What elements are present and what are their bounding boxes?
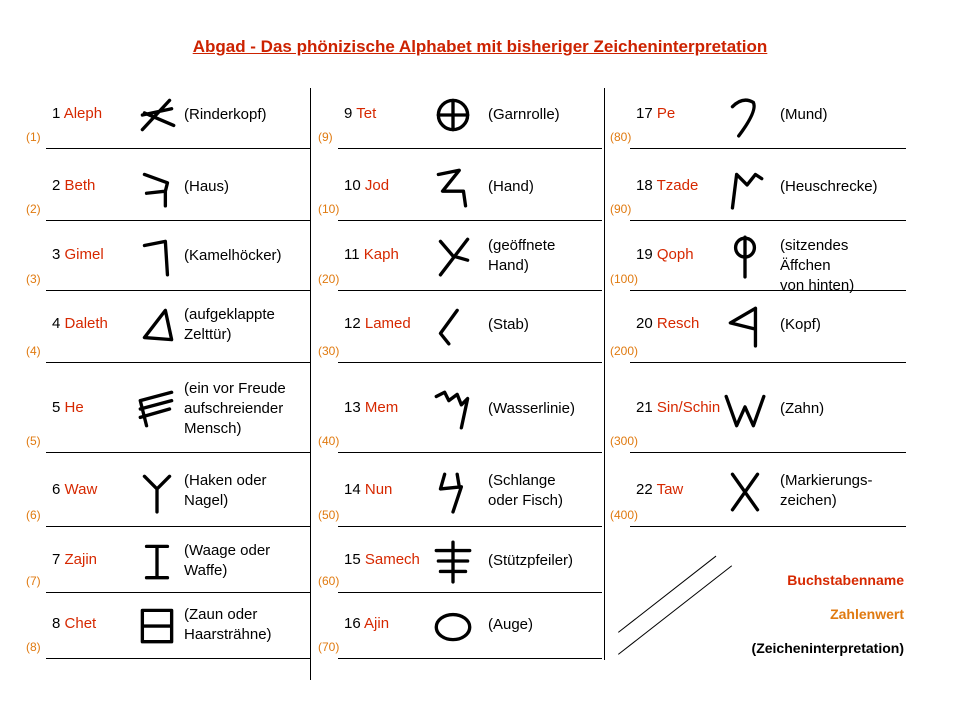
zajin-icon <box>134 538 180 584</box>
numeric-value: (40) <box>318 434 340 448</box>
letter-cell-samech <box>312 530 602 592</box>
letter-label <box>344 551 420 568</box>
numeric-value: (80) <box>610 130 632 144</box>
letter-name: Tzade <box>656 177 699 194</box>
letter-name: Lamed <box>364 315 411 332</box>
letter-name: Daleth <box>64 315 108 332</box>
kaph-icon <box>430 233 476 279</box>
numeric-value: (70) <box>318 640 340 654</box>
numeric-value: (20) <box>318 272 340 286</box>
beth-icon <box>134 164 180 210</box>
letter-name: Sin/Schin <box>656 399 721 416</box>
letter-label <box>344 315 411 332</box>
letter-cell-daleth <box>20 288 310 362</box>
letter-name: He <box>64 399 84 416</box>
letter-label <box>52 481 97 498</box>
letter-label <box>344 246 399 263</box>
letter-cell-aleph <box>20 82 310 148</box>
page-title: Abgad - Das phönizische Alphabet mit bisheriger Zeicheninterpretation <box>192 37 768 56</box>
letter-name: Samech <box>364 551 420 568</box>
legend-value: Zahlenwert <box>830 606 904 622</box>
letter-label <box>52 246 104 263</box>
letter-label <box>344 615 389 632</box>
letter-name: Chet <box>64 615 97 632</box>
letter-cell-lamed <box>312 288 602 362</box>
letter-name: Zajin <box>64 551 98 568</box>
letter-label <box>52 551 97 568</box>
letter-label <box>344 105 376 122</box>
numeric-value: (8) <box>26 640 41 654</box>
letter-name: Aleph <box>63 105 103 122</box>
letter-cell-gimel <box>20 222 310 290</box>
column-divider <box>310 88 311 590</box>
letter-interpretation: (Heuschrecke) <box>780 178 878 195</box>
letter-label <box>52 177 95 194</box>
letter-interpretation: (Mund) <box>780 106 828 123</box>
row-divider <box>630 526 906 527</box>
letter-number: 12 <box>344 315 365 332</box>
letter-interpretation: (aufgeklappte Zelttür) <box>184 306 275 343</box>
numeric-value: (2) <box>26 202 41 216</box>
numeric-value: (1) <box>26 130 41 144</box>
letter-label <box>636 177 698 194</box>
numeric-value: (4) <box>26 344 41 358</box>
letter-label <box>636 481 683 498</box>
row-divider <box>338 658 602 659</box>
letter-interpretation: (Garnrolle) <box>488 106 560 123</box>
letter-name: Gimel <box>64 246 104 263</box>
letter-interpretation: (sitzendes Äffchen von hinten) <box>780 237 855 294</box>
letter-label <box>636 246 694 263</box>
nun-icon <box>430 468 476 514</box>
letter-cell-ajin <box>312 592 602 658</box>
letter-number: 3 <box>52 246 65 263</box>
row-divider <box>46 658 310 659</box>
letter-name: Qoph <box>656 246 694 263</box>
letter-label <box>636 105 675 122</box>
letter-label <box>344 399 398 416</box>
letter-number: 14 <box>344 481 365 498</box>
tzade-icon <box>722 164 768 210</box>
letter-name: Mem <box>364 399 399 416</box>
letter-interpretation: (Waage oder Waffe) <box>184 542 271 579</box>
row-divider <box>338 148 602 149</box>
row-divider <box>630 148 906 149</box>
numeric-value: (5) <box>26 434 41 448</box>
row-divider <box>630 220 906 221</box>
letter-label <box>52 399 84 416</box>
legend-divider-line <box>618 565 732 654</box>
letter-cell-beth <box>20 154 310 220</box>
letter-number: 16 <box>344 615 365 632</box>
numeric-value: (9) <box>318 130 333 144</box>
taw-icon <box>722 468 768 514</box>
row-divider <box>46 148 310 149</box>
letter-number: 7 <box>52 551 65 568</box>
letter-name: Kaph <box>363 246 399 263</box>
letter-label <box>52 105 102 122</box>
letter-interpretation: (Haus) <box>184 178 230 195</box>
letter-interpretation: (geöffnete Hand) <box>488 237 556 274</box>
waw-icon <box>134 468 180 514</box>
letter-interpretation: (Auge) <box>488 616 534 633</box>
row-divider <box>630 452 906 453</box>
letter-label <box>52 315 108 332</box>
numeric-value: (300) <box>610 434 639 448</box>
letter-cell-mem <box>312 366 602 452</box>
numeric-value: (7) <box>26 574 41 588</box>
letter-interpretation: (Zahn) <box>780 400 825 417</box>
letter-interpretation: (ein vor Freude aufschreiender Mensch) <box>184 380 286 437</box>
letter-label <box>344 177 389 194</box>
letter-cell-qoph <box>604 222 894 294</box>
letter-cell-pe <box>604 82 894 148</box>
chet-icon <box>134 602 180 648</box>
schin-icon <box>722 386 768 432</box>
numeric-value: (30) <box>318 344 340 358</box>
row-divider <box>338 452 602 453</box>
numeric-value: (50) <box>318 508 340 522</box>
letter-interpretation: (Haken oder Nagel) <box>184 472 267 509</box>
letter-number: 11 <box>344 246 364 263</box>
letter-label <box>636 315 699 332</box>
letter-cell-tzade <box>604 154 894 220</box>
row-divider <box>338 220 602 221</box>
letter-interpretation: (Schlange oder Fisch) <box>488 472 564 509</box>
numeric-value: (400) <box>610 508 639 522</box>
legend-name: Buchstabenname <box>787 572 904 588</box>
numeric-value: (60) <box>318 574 340 588</box>
row-divider <box>46 362 310 363</box>
row-divider <box>630 362 906 363</box>
numeric-value: (6) <box>26 508 41 522</box>
letter-name: Pe <box>656 105 676 122</box>
row-divider <box>46 452 310 453</box>
letter-number: 13 <box>344 399 365 416</box>
letter-name: Tet <box>356 105 377 122</box>
letter-interpretation: (Kamelhöcker) <box>184 247 282 264</box>
letter-label <box>52 615 96 632</box>
letter-label <box>344 481 392 498</box>
row-divider <box>338 362 602 363</box>
letter-number: 18 <box>636 177 657 194</box>
letter-name: Taw <box>656 481 684 498</box>
row-divider <box>46 220 310 221</box>
resch-icon <box>722 302 768 348</box>
letter-cell-nun <box>312 456 602 526</box>
letter-number: 1 <box>52 105 64 122</box>
numeric-value: (100) <box>610 272 639 286</box>
row-divider <box>338 526 602 527</box>
numeric-value: (10) <box>318 202 340 216</box>
letter-cell-he <box>20 366 310 452</box>
samech-icon <box>430 538 476 584</box>
letter-name: Resch <box>656 315 700 332</box>
letter-interpretation: (Wasserlinie) <box>488 400 575 417</box>
row-divider <box>46 526 310 527</box>
legend-divider-line <box>618 556 716 633</box>
letter-number: 8 <box>52 615 65 632</box>
numeric-value: (3) <box>26 272 41 286</box>
jod-icon <box>430 164 476 210</box>
letter-number: 17 <box>636 105 657 122</box>
letter-label <box>636 399 720 416</box>
lamed-icon <box>430 302 476 348</box>
letter-cell-sin-schin <box>604 366 894 452</box>
letter-number: 9 <box>344 105 357 122</box>
letter-name: Ajin <box>364 615 390 632</box>
letter-cell-jod <box>312 154 602 220</box>
tet-icon <box>430 92 476 138</box>
letter-interpretation: (Kopf) <box>780 316 821 333</box>
letter-number: 2 <box>52 177 65 194</box>
letter-number: 21 <box>636 399 657 416</box>
letter-name: Nun <box>364 481 393 498</box>
letter-number: 22 <box>636 481 657 498</box>
letter-interpretation: (Rinderkopf) <box>184 106 267 123</box>
ajin-icon <box>430 602 476 648</box>
legend-interp: (Zeicheninterpretation) <box>751 640 904 656</box>
letter-interpretation: (Stab) <box>488 316 529 333</box>
letter-number: 6 <box>52 481 65 498</box>
letter-interpretation: (Hand) <box>488 178 534 195</box>
letter-number: 19 <box>636 246 657 263</box>
letter-number: 15 <box>344 551 365 568</box>
column-divider <box>310 590 311 680</box>
gimel-icon <box>134 233 180 279</box>
letter-name: Waw <box>64 481 98 498</box>
letter-number: 5 <box>52 399 65 416</box>
letter-interpretation: (Zaun oder Haarsträhne) <box>184 606 272 643</box>
letter-number: 20 <box>636 315 657 332</box>
daleth-icon <box>134 302 180 348</box>
letter-name: Jod <box>364 177 390 194</box>
letter-cell-zajin <box>20 530 310 592</box>
he-icon <box>134 386 180 432</box>
mem-icon <box>430 386 476 432</box>
letter-number: 10 <box>344 177 365 194</box>
numeric-value: (90) <box>610 202 632 216</box>
qoph-icon <box>722 233 768 279</box>
letter-cell-chet <box>20 592 310 658</box>
letter-number: 4 <box>52 315 65 332</box>
pe-icon <box>722 92 768 138</box>
letter-interpretation: (Stützpfeiler) <box>488 552 574 569</box>
letter-interpretation: (Markierungs- zeichen) <box>780 472 873 509</box>
aleph-icon <box>134 92 180 138</box>
letter-name: Beth <box>64 177 96 194</box>
letter-cell-taw <box>604 456 894 526</box>
letter-cell-tet <box>312 82 602 148</box>
numeric-value: (200) <box>610 344 639 358</box>
letter-cell-waw <box>20 456 310 526</box>
letter-cell-resch <box>604 288 894 362</box>
letter-cell-kaph <box>312 222 602 290</box>
